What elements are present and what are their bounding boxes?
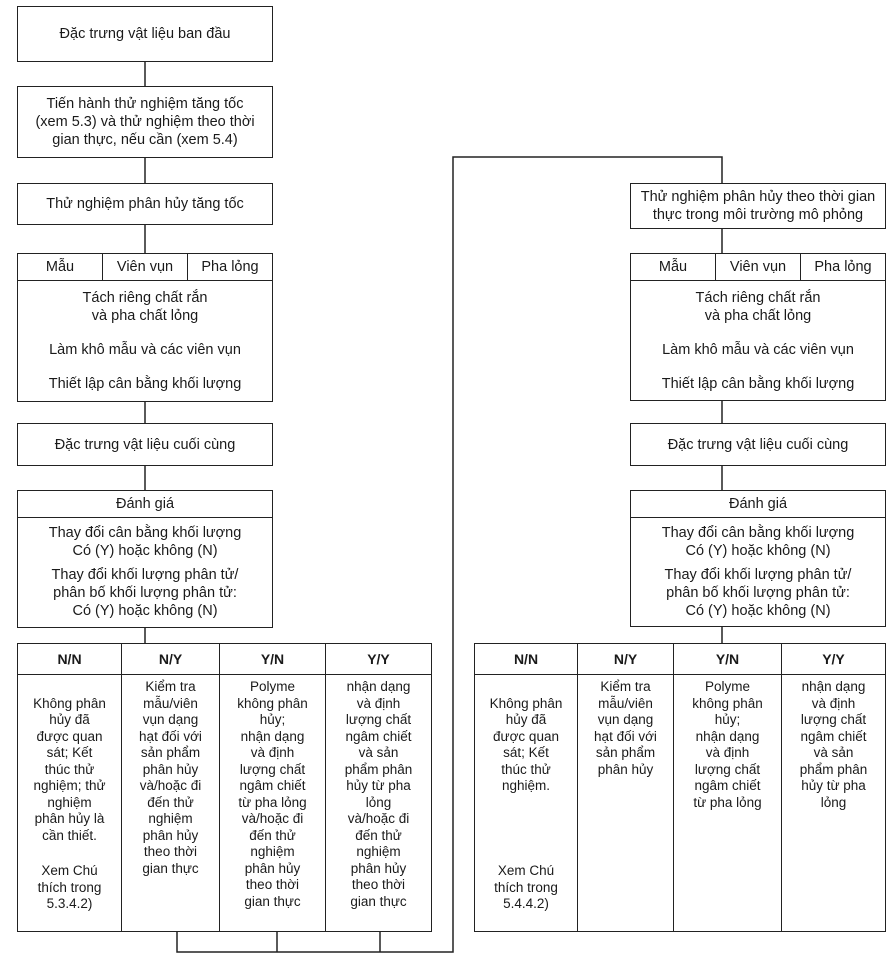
left-tab-liquid: Pha lỏng xyxy=(201,259,259,275)
right-outcome-nn-head: N/N xyxy=(475,644,577,675)
left-eval-molecular: Thay đổi khối lượng phân tử/ phân bố khối lượng phân tử: Có (Y) hoặc không (N) xyxy=(51,567,239,619)
realtime-test-box xyxy=(630,183,886,229)
right-drying-text: Làm khô mẫu và các viên vụn xyxy=(662,342,854,358)
left-processing-box xyxy=(17,253,273,402)
right-outcomes-table xyxy=(474,643,886,932)
left-final-characterization-box xyxy=(17,423,273,466)
right-evaluation-box xyxy=(630,490,886,627)
right-outcome-yn-head: Y/N xyxy=(674,644,781,675)
realtime-test-label: Thử nghiệm phân hủy theo thời gian thực trong môi trường mô phỏng xyxy=(640,189,876,223)
left-drying-text: Làm khô mẫu và các viên vụn xyxy=(49,342,241,358)
left-tab-debris: Viên vụn xyxy=(103,254,188,280)
left-sample-tabs xyxy=(18,254,272,281)
left-outcome-ny-head: N/Y xyxy=(122,644,219,675)
left-evaluation-box xyxy=(17,490,273,628)
right-outcome-yy-head: Y/Y xyxy=(782,644,885,675)
left-outcome-ny xyxy=(122,644,220,931)
left-outcome-nn-head: N/N xyxy=(18,644,121,675)
left-mass-balance-text: Thiết lập cân bằng khối lượng xyxy=(48,376,242,392)
left-outcome-yn-head: Y/N xyxy=(220,644,325,675)
right-outcome-nn-note: Xem Chú thích trong 5.4.4.2) xyxy=(494,863,558,911)
right-final-characterization-label: Đặc trưng vật liệu cuối cùng xyxy=(667,436,849,453)
left-final-characterization-label: Đặc trưng vật liệu cuối cùng xyxy=(54,436,236,453)
left-outcome-yn xyxy=(220,644,326,931)
right-sample-tabs xyxy=(631,254,885,281)
left-outcome-yn-text: Polyme không phân hủy; nhận dạng và định lượng chất ngâm chiết từ pha lỏng và/hoặc đi đến thử nghiệm phân hủy theo thời gian thực xyxy=(237,679,308,909)
conduct-tests-label: Tiến hành thử nghiệm tăng tốc (xem 5.3) và thử nghiệm theo thời gian thực, nếu cần (xem 5.4) xyxy=(35,96,255,148)
conduct-tests-box xyxy=(17,86,273,158)
left-outcomes-table xyxy=(17,643,432,932)
right-evaluation-title: Đánh giá xyxy=(631,491,885,518)
left-outcome-yy xyxy=(326,644,431,931)
left-outcome-nn xyxy=(18,644,122,931)
right-outcome-nn xyxy=(475,644,578,931)
left-outcome-yy-head: Y/Y xyxy=(326,644,431,675)
accelerated-test-label: Thử nghiệm phân hủy tăng tốc xyxy=(46,196,244,212)
right-outcome-ny-head: N/Y xyxy=(578,644,673,675)
left-outcome-nn-note: Xem Chú thích trong 5.3.4.2) xyxy=(37,863,102,911)
left-evaluation-title: Đánh giá xyxy=(18,491,272,518)
right-outcome-ny xyxy=(578,644,674,931)
right-outcome-ny-text: Kiểm tra mẫu/viên vụn dạng hạt đối với sản phẩm phân hủy xyxy=(594,679,657,777)
right-eval-mass-balance: Thay đổi cân bằng khối lượng Có (Y) hoặc không (N) xyxy=(661,525,855,559)
left-tab-sample: Mẫu xyxy=(18,254,103,280)
initial-characterization-box xyxy=(17,6,273,62)
accelerated-test-box xyxy=(17,183,273,225)
initial-characterization-label: Đặc trưng vật liệu ban đầu xyxy=(59,26,231,42)
left-outcome-ny-text: Kiểm tra mẫu/viên vụn dạng hạt đối với sản phẩm phân hủy và/hoặc đi đến thử nghiệm phân hủy theo thời gian thực xyxy=(139,679,202,876)
left-eval-mass-balance: Thay đổi cân bằng khối lượng Có (Y) hoặc không (N) xyxy=(48,525,242,559)
right-tab-liquid: Pha lỏng xyxy=(814,259,872,275)
right-outcome-yy-text: nhận dạng và định lượng chất ngâm chiết và sản phẩm phân hủy từ pha lỏng xyxy=(799,679,868,810)
right-separation-text: Tách riêng chất rắn và pha chất lỏng xyxy=(695,290,821,324)
right-final-characterization-box xyxy=(630,423,886,466)
right-outcome-yn-text: Polyme không phân hủy; nhận dạng và định lượng chất ngâm chiết từ pha lỏng xyxy=(692,679,763,810)
right-outcome-yy xyxy=(782,644,885,931)
right-processing-box xyxy=(630,253,886,401)
right-eval-molecular: Thay đổi khối lượng phân tử/ phân bố khối lượng phân tử: Có (Y) hoặc không (N) xyxy=(664,567,852,619)
right-mass-balance-text: Thiết lập cân bằng khối lượng xyxy=(661,376,855,392)
right-outcome-nn-text: Không phân hủy đã được quan sát; Kết thúc thử nghiệm. xyxy=(489,695,563,793)
left-separation-text: Tách riêng chất rắn và pha chất lỏng xyxy=(82,290,208,324)
right-outcome-yn xyxy=(674,644,782,931)
left-outcome-nn-text: Không phân hủy đã được quan sát; Kết thúc thử nghiệm; thử nghiệm phân hủy là cần thiết. xyxy=(33,695,106,843)
right-tab-sample: Mẫu xyxy=(631,254,716,280)
left-outcome-yy-text: nhận dạng và định lượng chất ngâm chiết và sản phẩm phân hủy từ pha lỏng và/hoặc đi đến thử nghiệm phân hủy theo thời gian thực xyxy=(344,679,413,909)
right-tab-debris: Viên vụn xyxy=(716,254,801,280)
